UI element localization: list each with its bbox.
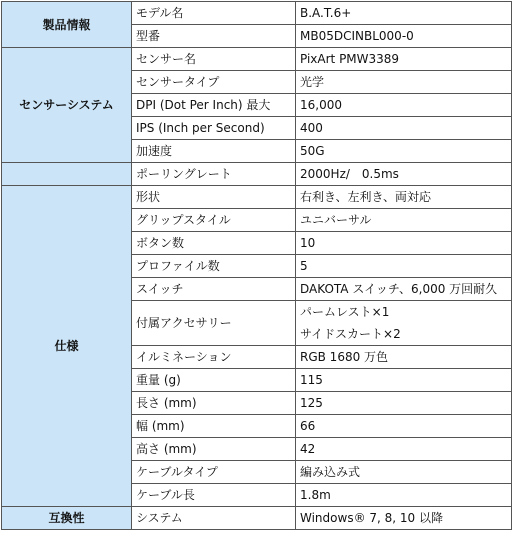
spec-value-line: 編み込み式	[300, 465, 361, 479]
spec-value-line: ユニバーサル	[300, 213, 372, 227]
spec-value	[296, 461, 512, 484]
spec-key: グリップスタイル	[132, 209, 296, 232]
table-row	[2, 163, 512, 186]
spec-key: センサー名	[132, 48, 296, 71]
table-row	[2, 507, 512, 530]
spec-key: イルミネーション	[132, 346, 296, 369]
spec-value	[296, 484, 512, 507]
spec-value	[296, 2, 512, 25]
category-cell	[2, 163, 132, 186]
category-cell: 互換性	[2, 507, 132, 530]
spec-value-line: 115	[300, 373, 323, 387]
spec-key: 形状	[132, 186, 296, 209]
spec-value	[296, 117, 512, 140]
spec-value-line: サイドスカート×2	[300, 327, 401, 341]
spec-value	[296, 438, 512, 461]
category-cell: センサーシステム	[2, 48, 132, 163]
category-cell: 製品情報	[2, 2, 132, 48]
spec-key: 長さ (mm)	[132, 392, 296, 415]
category-cell: 仕様	[2, 186, 132, 507]
spec-value-line: 66	[300, 419, 316, 433]
spec-value	[296, 71, 512, 94]
spec-key: プロファイル数	[132, 255, 296, 278]
spec-value-line: 10	[300, 236, 316, 250]
spec-key: 幅 (mm)	[132, 415, 296, 438]
spec-key: 高さ (mm)	[132, 438, 296, 461]
spec-value-line: MB05DCINBL000-0	[300, 29, 414, 43]
spec-key: DPI (Dot Per Inch) 最大	[132, 94, 296, 117]
spec-value	[296, 25, 512, 48]
spec-value	[296, 163, 512, 186]
spec-value-line: 光学	[300, 75, 325, 89]
spec-key: センサータイプ	[132, 71, 296, 94]
spec-value	[296, 392, 512, 415]
spec-key: IPS (Inch per Second)	[132, 117, 296, 140]
spec-value	[296, 369, 512, 392]
spec-value-line: 42	[300, 442, 316, 456]
spec-value-line: パームレスト×1	[300, 305, 390, 319]
spec-key: ボタン数	[132, 232, 296, 255]
spec-value-line: PixArt PMW3389	[300, 52, 400, 66]
spec-value	[296, 48, 512, 71]
spec-value	[296, 232, 512, 255]
spec-value	[296, 415, 512, 438]
spec-table-body	[2, 2, 512, 530]
spec-value-line: 2000Hz/ 0.5ms	[300, 167, 399, 181]
spec-value-line: B.A.T.6+	[300, 6, 352, 20]
spec-value	[296, 140, 512, 163]
spec-value-line: 16,000	[300, 98, 342, 112]
spec-value-line: RGB 1680 万色	[300, 350, 389, 364]
spec-key: モデル名	[132, 2, 296, 25]
spec-value-line: 125	[300, 396, 323, 410]
spec-key: ポーリングレート	[132, 163, 296, 186]
spec-value	[296, 94, 512, 117]
spec-value-line: 1.8m	[300, 488, 331, 502]
table-row	[2, 186, 512, 209]
spec-value-line: DAKOTA スイッチ、6,000 万回耐久	[300, 282, 498, 296]
spec-key: 付属アクセサリー	[132, 301, 296, 346]
spec-value	[296, 301, 512, 346]
spec-value-line: 50G	[300, 144, 325, 158]
spec-value-line: 400	[300, 121, 323, 135]
spec-key: ケーブル長	[132, 484, 296, 507]
spec-table	[1, 1, 512, 530]
spec-key: 型番	[132, 25, 296, 48]
table-row	[2, 2, 512, 25]
spec-key: スイッチ	[132, 278, 296, 301]
spec-value	[296, 255, 512, 278]
table-row	[2, 48, 512, 71]
spec-key: システム	[132, 507, 296, 530]
spec-value	[296, 209, 512, 232]
spec-value-line: Windows® 7, 8, 10 以降	[300, 511, 443, 525]
spec-value	[296, 507, 512, 530]
spec-value-line: 5	[300, 259, 308, 273]
spec-key: ケーブルタイプ	[132, 461, 296, 484]
spec-value	[296, 186, 512, 209]
spec-key: 加速度	[132, 140, 296, 163]
spec-value-line: 右利き、左利き、両対応	[300, 190, 432, 204]
spec-value	[296, 278, 512, 301]
spec-value	[296, 346, 512, 369]
spec-key: 重量 (g)	[132, 369, 296, 392]
